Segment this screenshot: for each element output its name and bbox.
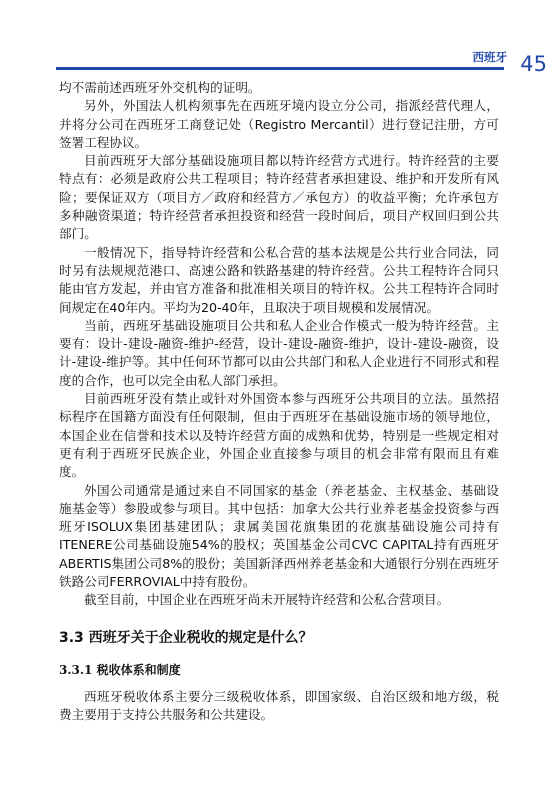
paragraph-concession-law: 一般情况下，指导特许经营和公私合营的基本法规是公共行业合同法，同时另有法规规范港口、高速公路和铁路基建的特许经营。公共工程特许合同只能由官方发起，并由官方准备和批准相关项目的特许权。公共工程特许合同时间规定在40年内。平均为20-40年，且取决于项目规模和发展情况。 — [59, 244, 499, 315]
paragraph-ppp-models: 当前，西班牙基础设施项目公共和私人企业合作模式一般为特许经营。主要有：设计-建设-融资-维护-经营，设计-建设-融资-维护，设计-建设-融资，设计-建设-维护等。其中任何环节都可以由公共部门和私人企业进行不同形式和程度的合作，也可以完全由私人部门承担。 — [59, 317, 499, 388]
paragraph-branch-registration: 另外，外国法人机构须事先在西班牙境内设立分公司，指派经营代理人，并将分公司在西班牙工商登记处（Registro Mercantil）进行登记注册，方可签署工程协议。 — [59, 98, 499, 150]
paragraph-chinese-enterprises: 截至目前，中国企业在西班牙尚未开展特许经营和公私合营项目。 — [84, 592, 450, 608]
paragraph-foreign-funds: 外国公司通常是通过来自不同国家的基金（养老基金、主权基金、基础设施基金等）参股或参与项目。其中包括：加拿大公共行业养老基金投资参与西班牙ISOLUX集团基建团队；隶属美国花旗集团的花旗基础设施公司持有ITENERE公司基础设施54%的股权；英国基金公司CVC CAPITAL持有西班牙ABERTIS集团公司8%的股份；美国新泽西州养老基金和大通银行分别在西班牙铁路公司FERROVIAL中持有股份。 — [59, 482, 499, 590]
running-header-title: 西班牙 — [472, 50, 507, 64]
header-rule — [56, 67, 504, 70]
section-heading: 3.3 西班牙关于企业税收的规定是什么？ — [59, 629, 313, 646]
page-number: 45 — [520, 52, 547, 76]
paragraph-continuation: 均不需前述西班牙外交机构的证明。 — [59, 80, 261, 95]
paragraph-tax-system: 西班牙税收体系主要分三级税收体系，即国家级、自治区级和地方级，税费主要用于支持公共服务和公共建设。 — [59, 688, 499, 722]
body-text — [59, 79, 499, 724]
subsection-heading: 3.3.1 税收体系和制度 — [59, 662, 181, 677]
paragraph-concession-features: 目前西班牙大部分基础设施项目都以特许经营方式进行。特许经营的主要特点有：必须是政府公共工程项目；特许经营者承担建设、维护和开发所有风险；要保证双方（项目方／政府和经营方／承包方）的收益平衡；允许承包方多种融资渠道；特许经营者承担投资和经营一段时间后，项目产权回归到公共部门。 — [59, 153, 499, 242]
paragraph-foreign-participation: 目前西班牙没有禁止或针对外国资本参与西班牙公共项目的立法。虽然招标程序在国籍方面没有任何限制，但由于西班牙在基础设施市场的领导地位，本国企业在信誉和技术以及特许经营方面的成熟和优势，特别是一些规定相对更有利于西班牙民族企业，外国企业直接参与项目的机会非常有限而且有难度。 — [59, 391, 499, 480]
